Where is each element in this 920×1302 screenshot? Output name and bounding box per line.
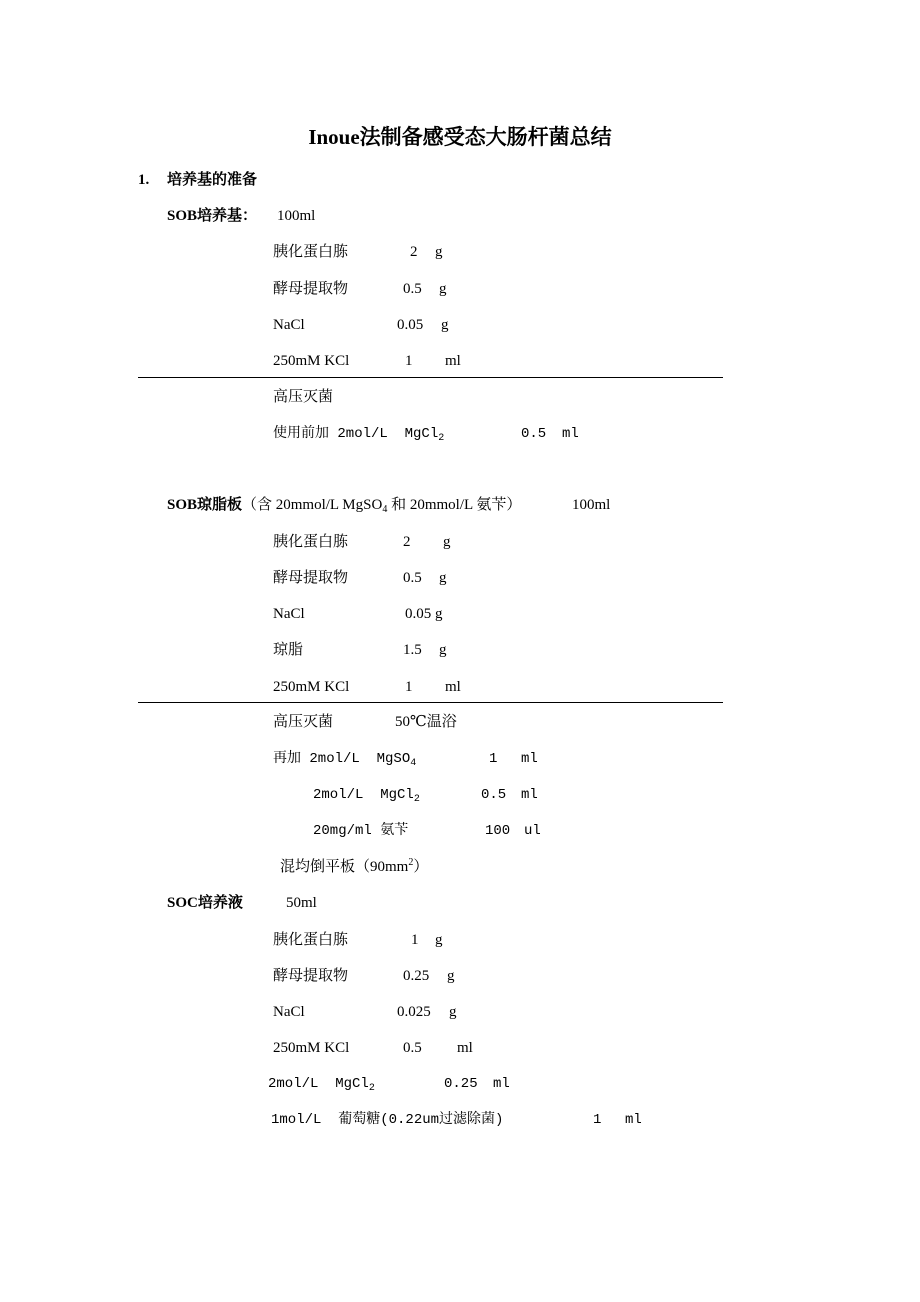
divider-line [138,702,723,703]
agar-item-unit: g [443,534,451,550]
sob-item-unit: g [439,281,447,297]
agar-item-unit: ml [445,679,461,695]
soc-item-unit: ml [457,1040,473,1056]
page-title: Inoue法制备感受态大肠杆菌总结 [308,125,612,149]
sob-item-name: 酵母提取物 [273,281,349,297]
agar-pour-plates: 混均倒平板$(90mm^2)$ [280,857,429,875]
soc-item-unit: g [447,968,455,984]
sob-item-name: NaCl [273,317,305,333]
soc-glucose: 1mol/L 葡萄糖(0.22um过滤除菌) [271,1112,504,1128]
sob-item-name: 250mM KCl [273,353,350,369]
agar-add-unit: ml [521,751,538,767]
section-heading: 培养基的准备 [167,172,258,188]
agar-item-unit: g [439,570,447,586]
sob-add-amount: 0.5 [521,426,547,442]
agar-item-amount: 2 [403,534,411,550]
sob-item-amount: 2 [410,244,418,260]
agar-add-mgcl2: 2mol/L MgCl$_2$ [313,787,420,805]
agar-item-name: NaCl [273,606,305,622]
soc-item-amount: 0.25 [403,968,430,984]
sob-add-mgcl2: 使用前加 2mol/L MgCl$_2$ [273,426,445,444]
agar-add-mgso4: 再加 2mol/L MgSO$_4$ [273,751,417,769]
soc-mgcl2-amount: 0.25 [444,1076,478,1092]
sob-item-unit: g [435,244,443,260]
soc-medium-label: SOC培养液 [167,895,243,911]
agar-item-name: 酵母提取物 [273,570,349,586]
agar-add-unit: ml [521,787,538,803]
agar-add-amount: 1 [489,751,498,767]
sob-medium-volume: 100ml [277,208,316,224]
agar-water-bath: 50℃温浴 [395,714,457,730]
sob-item-unit: g [441,317,449,333]
sob-agar-volume: 100ml [572,497,611,513]
agar-item-name: 胰化蛋白胨 [273,534,349,550]
soc-item-amount: 1 [411,932,419,948]
sob-medium-label: SOB培养基： [167,208,258,224]
soc-item-name: 胰化蛋白胨 [273,932,349,948]
sob-item-name: 胰化蛋白胨 [273,244,349,260]
agar-add-amount: 100 [485,823,511,839]
soc-glucose-amount: 1 [593,1112,602,1128]
soc-medium-volume: 50ml [286,895,317,911]
agar-item-amount: 1 [405,679,413,695]
sob-sterilize: 高压灭菌 [273,389,334,405]
soc-item-unit: g [435,932,443,948]
agar-item-unit: g [439,642,447,658]
soc-glucose-unit: ml [625,1112,642,1128]
section-number: 1. [138,172,150,188]
soc-item-name: NaCl [273,1004,305,1020]
soc-item-name: 250mM KCl [273,1040,350,1056]
agar-add-amount: 0.5 [481,787,507,803]
agar-add-ampicillin: 20mg/ml 氨苄 [313,823,409,839]
sob-add-unit: ml [562,426,579,442]
sob-item-amount: 1 [405,353,413,369]
soc-item-amount: 0.025 [397,1004,431,1020]
divider-line [138,377,723,378]
soc-mgcl2: 2mol/L MgCl$_2$ [268,1076,375,1094]
sob-item-unit: ml [445,353,461,369]
agar-item-name: 250mM KCl [273,679,350,695]
agar-item-amount: 0.05 g [405,606,443,622]
soc-item-name: 酵母提取物 [273,968,349,984]
sob-item-amount: 0.5 [403,281,422,297]
agar-item-amount: 0.5 [403,570,422,586]
agar-sterilize: 高压灭菌 [273,714,334,730]
agar-item-name: 琼脂 [273,642,304,658]
sob-agar-heading: SOB琼脂板（含 20mmol/L MgSO$_4$ 和 20mmol/L 氨苄） [167,497,522,515]
soc-mgcl2-unit: ml [493,1076,510,1092]
soc-item-amount: 0.5 [403,1040,422,1056]
soc-item-unit: g [449,1004,457,1020]
agar-item-amount: 1.5 [403,642,422,658]
sob-item-amount: 0.05 [397,317,424,333]
agar-add-unit: ul [524,823,541,839]
